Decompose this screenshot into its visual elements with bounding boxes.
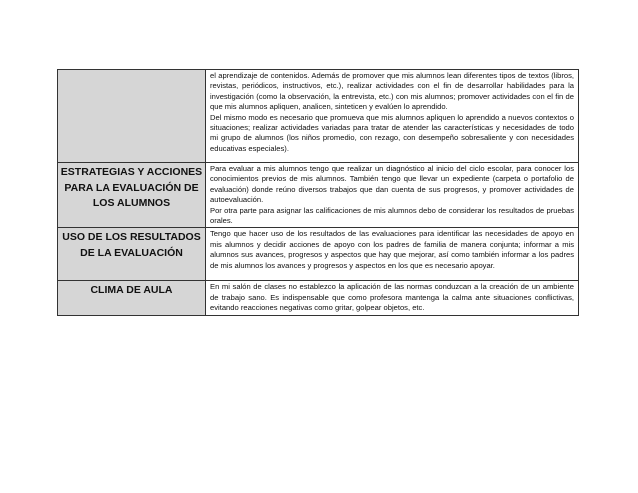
paragraph: el aprendizaje de contenidos. Además de promover que mis alumnos lean diferentes tipos de textos (libros, revistas, periódicos, instructivos, etc.), realizar actividades con el fin de desarrollar habilidades para la investigación (como la observación, la entrevista, etc.) con mis alumnos; promover actividades con el fin de que mis alumnos apliquen, analicen, sinteticen y evalúen lo aprendido.	[210, 71, 574, 112]
table-row	[58, 163, 579, 228]
row-content	[206, 281, 578, 314]
row-label-cell	[58, 70, 206, 163]
row-label-cell	[58, 281, 206, 315]
row-content-cell	[206, 228, 579, 281]
table-row	[58, 228, 579, 281]
table-row	[58, 70, 579, 163]
row-label: CLIMA DE AULA	[90, 284, 173, 297]
document-table	[57, 69, 579, 316]
row-label	[58, 70, 205, 72]
row-content-cell	[206, 163, 579, 228]
row-content-cell	[206, 70, 579, 163]
paragraph: Para evaluar a mis alumnos tengo que realizar un diagnóstico al inicio del ciclo escolar, para conocer los conocimientos previos de mis alumnos. También tengo que llevar un expediente (carpeta o portafolio de evaluación) donde reúno diversos trabajos que dan cuenta de sus progresos, y promover actividades de autoevaluación.	[210, 164, 574, 205]
table-row	[58, 281, 579, 315]
paragraph: Tengo que hacer uso de los resultados de las evaluaciones para identificar las necesidades de apoyo en mis alumnos y decidir acciones de apoyo con los padres de familia de manera conjunta; informar a mis alumnos sus avances, progresos y aspectos que hay que mejorar, así como también informar a los padres de mis alumnos los avances y progresos y aspectos en los que es necesario apoyar.	[210, 229, 574, 270]
paragraph: Por otra parte para asignar las calificaciones de mis alumnos debo de considerar los resultados de pruebas orales.	[210, 205, 574, 226]
row-content	[206, 228, 578, 272]
paragraph: Del mismo modo es necesario que promueva que mis alumnos apliquen lo aprendido a nuevos contextos o situaciones; realizar actividades variadas para tratar de atender las características y necesidades de todo mi grupo de alumnos (los niños promedio, con rezago, con desempeño sobresaliente y con necesidades educativas especiales).	[210, 112, 574, 153]
row-label: USO DE LOS RESULTADOS DE LA EVALUACIÓN	[62, 231, 201, 259]
row-label-cell	[58, 228, 206, 281]
row-content-cell	[206, 281, 579, 315]
paragraph: En mi salón de clases no establezco la aplicación de las normas conduzcan a la creación de un ambiente de trabajo sano. Es indispensable que como profesora mantenga la calma ante situaciones conflictivas, evitando reacciones negativas como gritar, golpear objetos, etc.	[210, 282, 574, 313]
row-content	[206, 163, 578, 227]
row-label-cell	[58, 163, 206, 228]
row-content	[206, 70, 578, 155]
row-label: ESTRATEGIAS Y ACCIONES PARA LA EVALUACIÓN DE LOS ALUMNOS	[60, 166, 203, 209]
